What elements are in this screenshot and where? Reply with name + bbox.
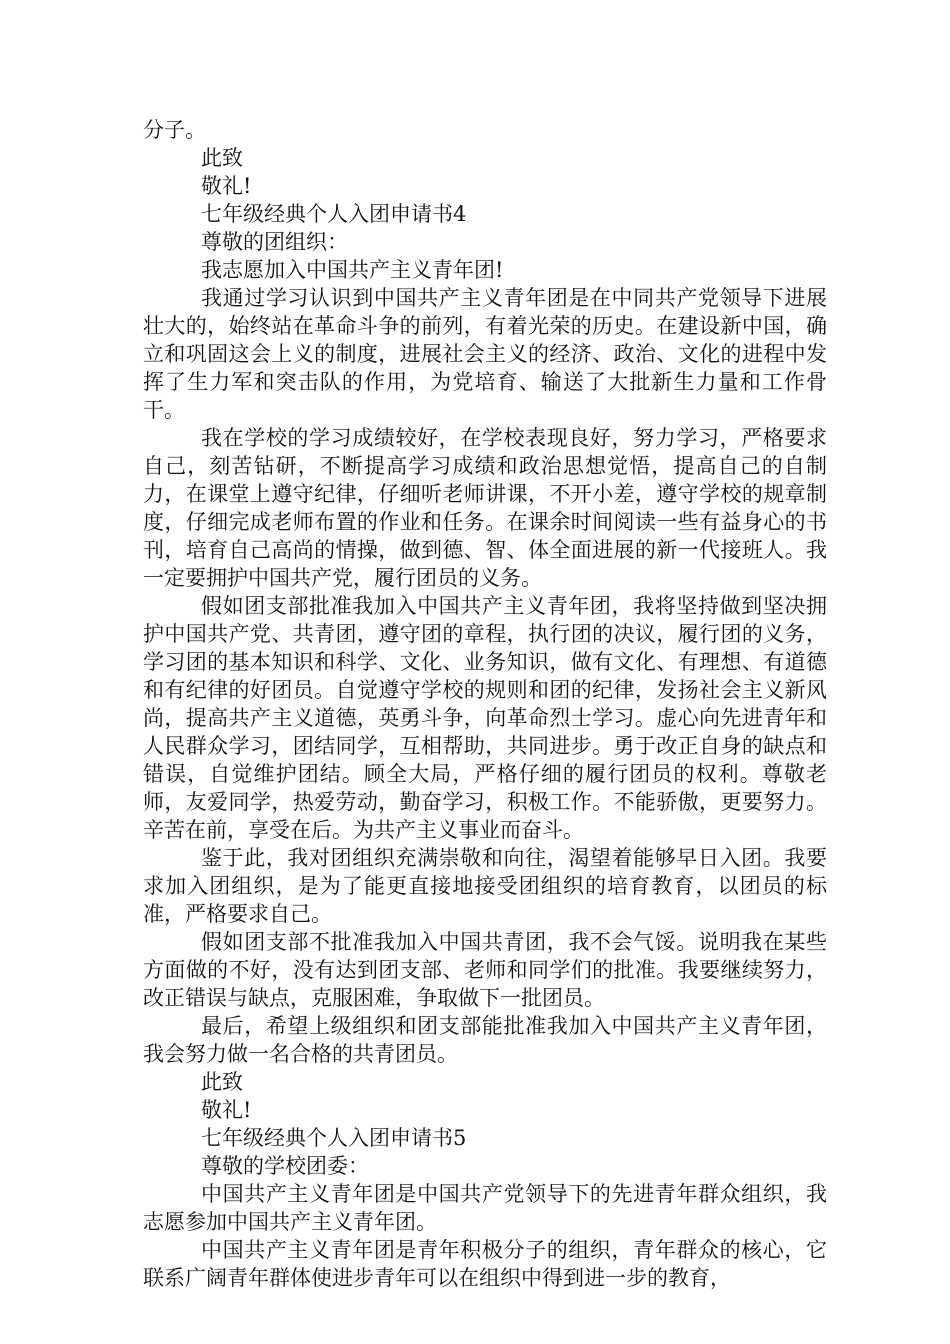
body-paragraph: 中国共产主义青年团是青年积极分子的组织，青年群众的核心，它联系广阔青年群体使进步青年可以在组织中得到进一步的教育，: [143, 1238, 827, 1290]
letter-greeting: 尊敬的学校团委：: [201, 1154, 369, 1178]
body-paragraph: 我在学校的学习成绩较好，在学校表现良好，努力学习，严格要求自己，刻苦钻研，不断提高学习成绩和政治思想觉悟，提高自己的自制力，在课堂上遵守纪律，仔细听老师讲课，不开小差，遵守学校的规章制度，仔细完成老师布置的作业和任务。在课余时间阅读一些有益身心的书刊，培育自己高尚的情操，做到德、智、体全面进展的新一代接班人。我一定要拥护中国共产党，履行团员的义务。: [143, 426, 827, 590]
closing-salutation: 此致: [201, 1070, 243, 1094]
text-line: 分子。: [143, 118, 206, 142]
section-heading: 七年级经典个人入团申请书5: [201, 1126, 467, 1150]
section-heading: 七年级经典个人入团申请书4: [201, 202, 467, 226]
closing-regards: 敬礼!: [201, 174, 252, 198]
body-paragraph: 鉴于此，我对团组织充满崇敬和向往，渴望着能够早日入团。我要求加入团组织，是为了能更直接地接受团组织的培育教育，以团员的标准，严格要求自己。: [143, 846, 827, 926]
body-paragraph: 最后，希望上级组织和团支部能批准我加入中国共产主义青年团，我会努力做一名合格的共青团员。: [143, 1014, 827, 1066]
body-paragraph: 假如团支部不批准我加入中国共青团，我不会气馁。说明我在某些方面做的不好，没有达到团支部、老师和同学们的批准。我要继续努力，改正错误与缺点，克服困难，争取做下一批团员。: [143, 930, 827, 1010]
text-line: 我志愿加入中国共产主义青年团!: [201, 258, 504, 282]
letter-greeting: 尊敬的团组织：: [201, 230, 348, 254]
closing-salutation: 此致: [201, 146, 243, 170]
document-page: [143, 116, 827, 1292]
body-paragraph: 假如团支部批准我加入中国共产主义青年团，我将坚持做到坚决拥护中国共产党、共青团，遵守团的章程，执行团的决议，履行团的义务，学习团的基本知识和科学、文化、业务知识，做有文化、有理想、有道德和有纪律的好团员。自觉遵守学校的规则和团的纪律，发扬社会主义新风尚，提高共产主义道德，英勇斗争，向革命烈士学习。虚心向先进青年和人民群众学习，团结同学，互相帮助，共同进步。勇于改正自身的缺点和错误，自觉维护团结。顾全大局，严格仔细的履行团员的权利。尊敬老师，友爱同学，热爱劳动，勤奋学习，积极工作。不能骄傲，更要努力。辛苦在前，享受在后。为共产主义事业而奋斗。: [143, 594, 827, 842]
closing-regards: 敬礼!: [201, 1098, 252, 1122]
body-paragraph: 中国共产主义青年团是中国共产党领导下的先进青年群众组织，我志愿参加中国共产主义青年团。: [143, 1182, 827, 1234]
body-paragraph: 我通过学习认识到中国共产主义青年团是在中同共产党领导下进展壮大的，始终站在革命斗争的前列，有着光荣的历史。在建设新中国，确立和巩固这会上义的制度，进展社会主义的经济、政治、文化的进程中发挥了生力军和突击队的作用，为党培育、输送了大批新生力量和工作骨干。: [143, 286, 827, 422]
